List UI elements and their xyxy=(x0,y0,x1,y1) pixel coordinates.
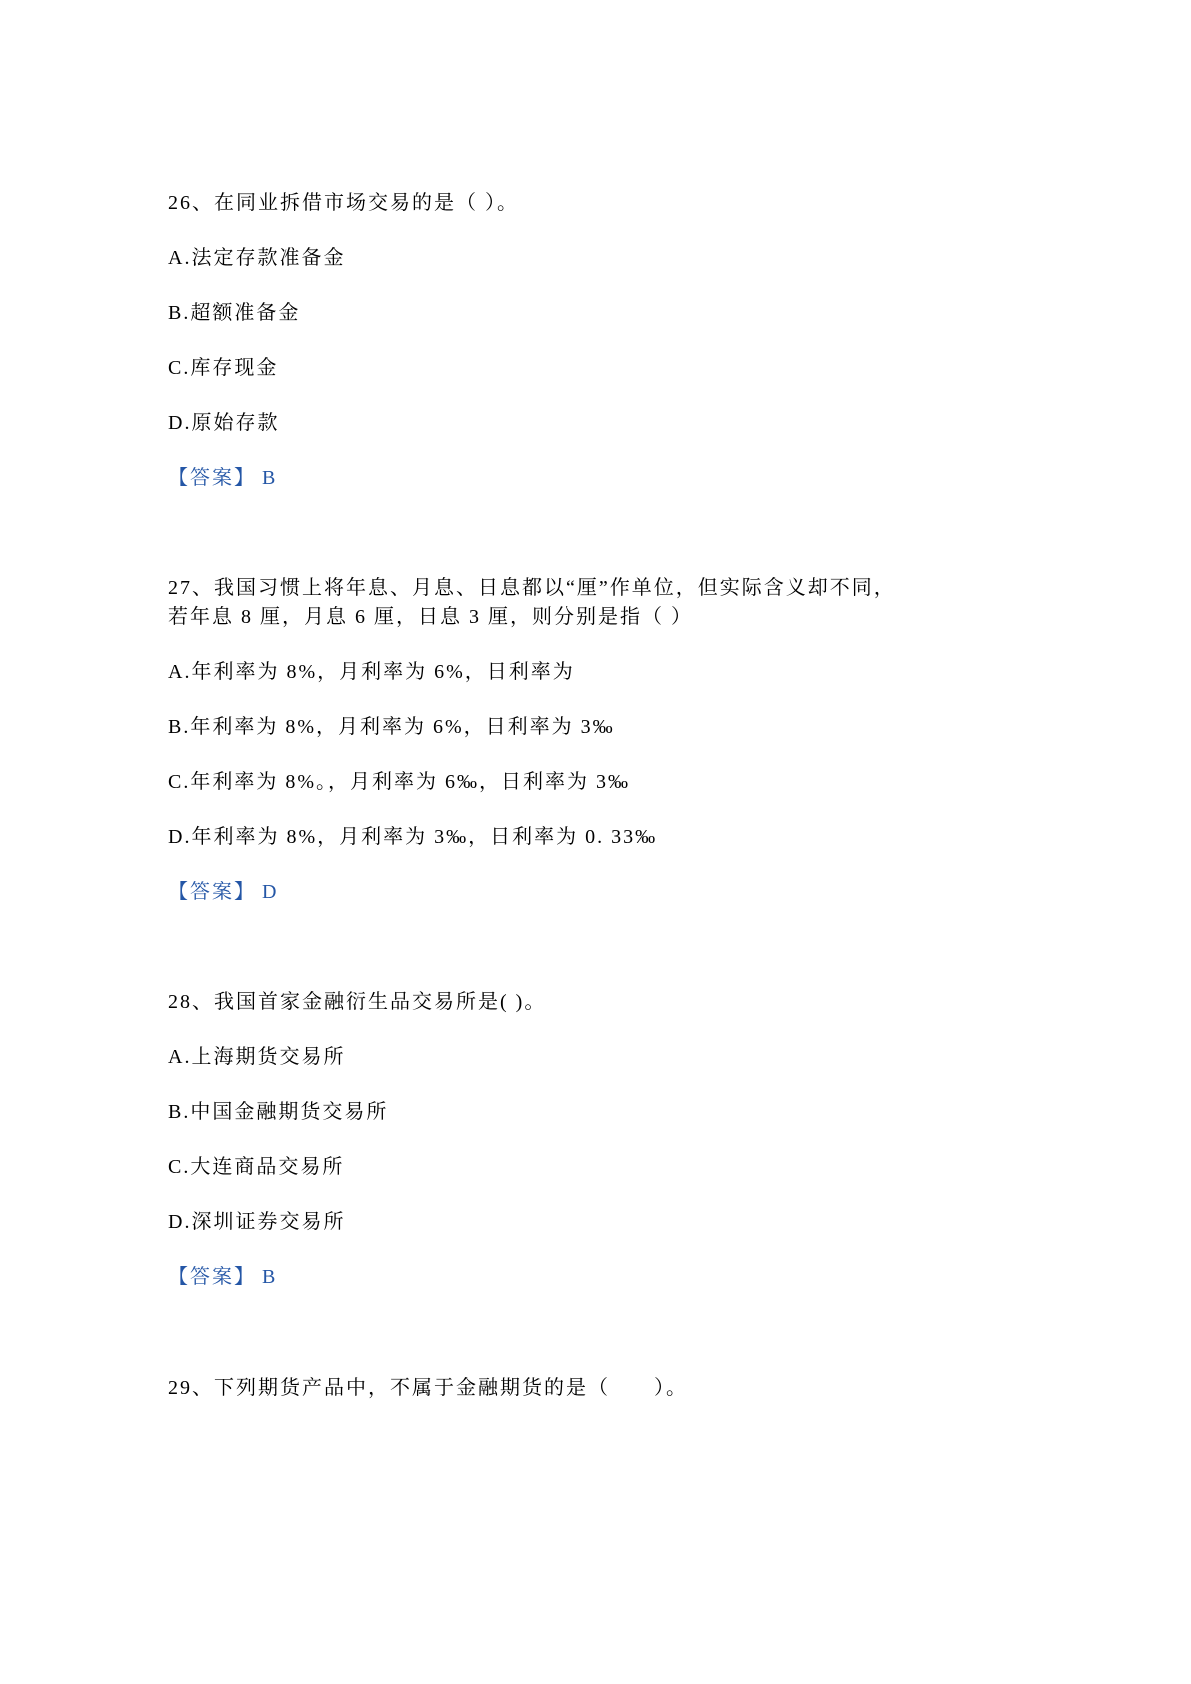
option-a: A.法定存款准备金 xyxy=(168,247,346,269)
option-b: B.年利率为 8%，月利率为 6%，日利率为 3‰ xyxy=(168,716,615,738)
answer-line xyxy=(168,463,277,493)
option-d: D.年利率为 8%，月利率为 3‰，日利率为 0. 33‰ xyxy=(168,826,658,848)
answer-label: 【答案】 xyxy=(168,467,256,489)
answer-label: 【答案】 xyxy=(168,881,256,903)
option-c: C.库存现金 xyxy=(168,357,279,379)
answer-value: D xyxy=(262,881,279,903)
answer-value: B xyxy=(262,467,278,489)
question-stem: 26、在同业拆借市场交易的是（ ）。 xyxy=(168,192,519,214)
answer-line xyxy=(168,877,278,907)
answer-label: 【答案】 xyxy=(168,1266,256,1288)
option-b: B.超额准备金 xyxy=(168,302,301,324)
question-stem: 27、我国习惯上将年息、月息、日息都以“厘”作单位，但实际含义却不同， xyxy=(168,577,896,599)
question-stem: 29、下列期货产品中，不属于金融期货的是（ ）。 xyxy=(168,1377,688,1399)
option-b: B.中国金融期货交易所 xyxy=(168,1101,389,1123)
option-d: D.原始存款 xyxy=(168,412,280,434)
answer-value: B xyxy=(262,1266,278,1288)
question-stem: 28、我国首家金融衍生品交易所是( )。 xyxy=(168,991,547,1013)
option-c: C.年利率为 8%。，月利率为 6‰，日利率为 3‰ xyxy=(168,771,630,793)
question-stem-continued: 若年息 8 厘，月息 6 厘，日息 3 厘，则分别是指（ ） xyxy=(168,606,693,628)
answer-line xyxy=(168,1262,277,1292)
option-a: A.上海期货交易所 xyxy=(168,1046,346,1068)
option-c: C.大连商品交易所 xyxy=(168,1156,345,1178)
option-a: A.年利率为 8%，月利率为 6%，日利率为 xyxy=(168,661,575,683)
option-d: D.深圳证券交易所 xyxy=(168,1211,346,1233)
